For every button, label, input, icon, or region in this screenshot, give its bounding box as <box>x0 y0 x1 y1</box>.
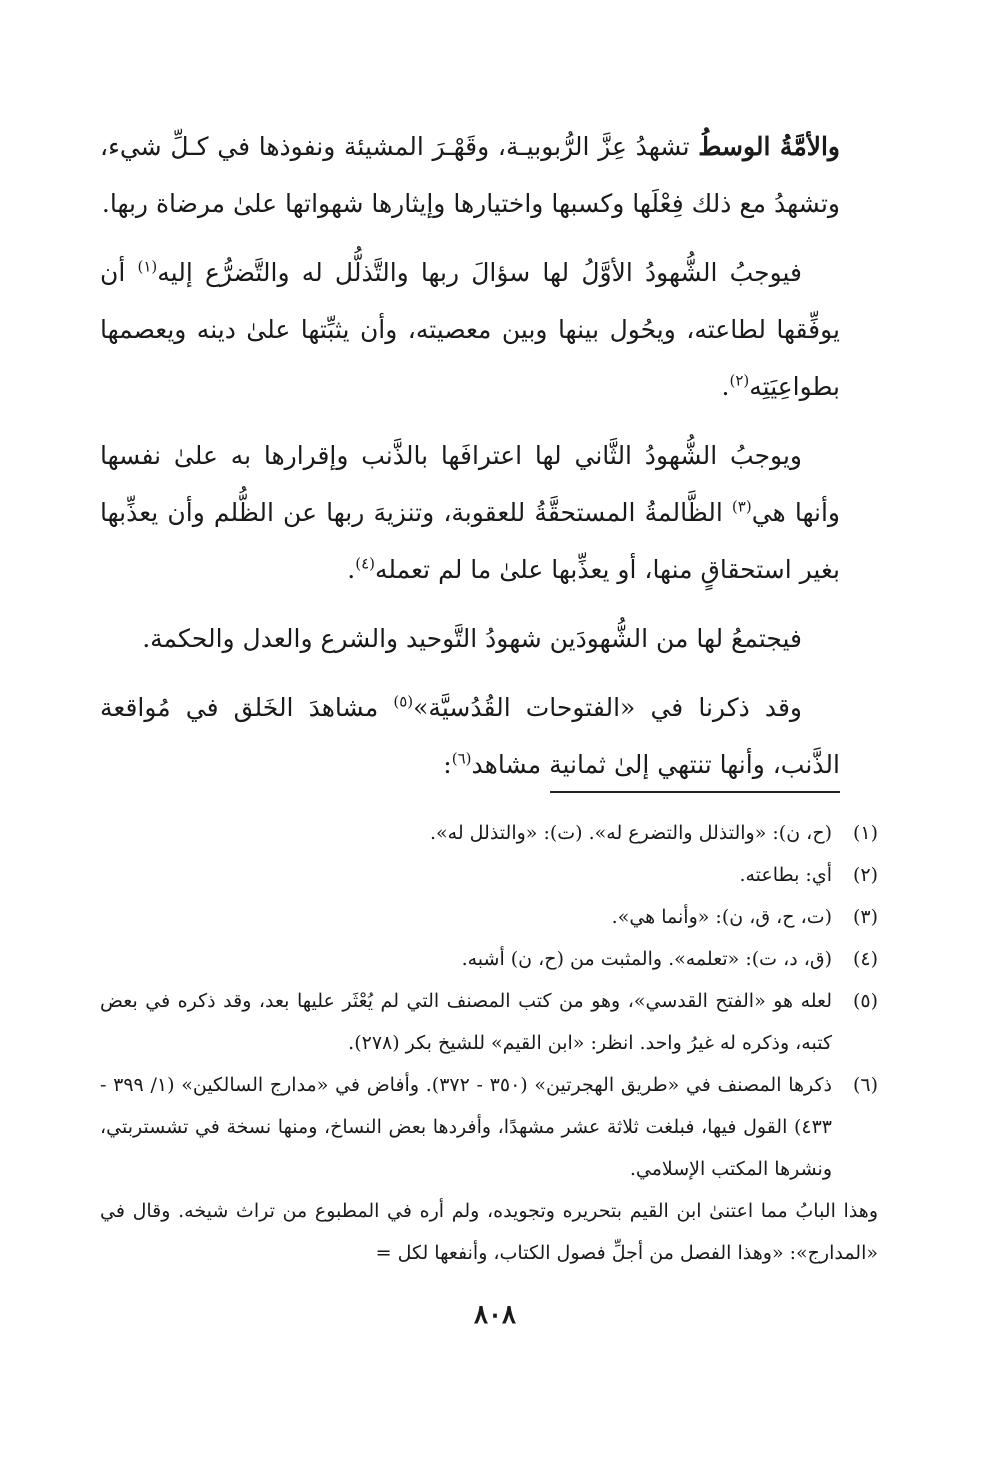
footnote-text: لعله هو «الفتح القدسي»، وهو من كتب المصنف التي لم يُعْثَر عليها بعد، وقد ذكره في بعض كتبه، وذكره له غيرُ واحد. انظر: «ابن القيم» للشيخ بكر (٢٧٨). <box>100 990 832 1054</box>
paragraph-5-text-c: : <box>443 750 452 779</box>
footnote-1 <box>100 812 878 854</box>
paragraph-1 <box>100 118 840 232</box>
footnote-text: (ت، ح، ق، ن): «وأنما هي». <box>611 906 832 928</box>
footnote-ref-6[interactable]: (٦) <box>451 749 472 768</box>
paragraph-5-text-a: وقد ذكرنا في «الفتوحات القُدُسيَّة» <box>413 693 802 722</box>
footnote-5 <box>100 980 878 1064</box>
footnote-number: (٢) <box>852 864 878 886</box>
paragraph-3-text-c: . <box>347 555 356 584</box>
paragraph-5 <box>100 679 840 793</box>
footnote-number: (١) <box>852 822 878 844</box>
paragraph-2-text-b: أن يوفِّقها لطاعته، ويحُول بينها وبين معصيته، وأن يثبِّتها علىٰ دينه ويعصمها بطواعِيَتِه <box>100 258 840 401</box>
footnote-number: (٥) <box>852 990 878 1012</box>
footnote-text: أي: بطاعته. <box>739 864 832 886</box>
footnote-3 <box>100 896 878 938</box>
paragraph-2-text-c: . <box>721 372 730 401</box>
bold-term: والأمَّةُ الوسطُ <box>698 132 840 161</box>
footnote-text: (ح، ن): «والتذلل والتضرع له». (ت): «والتذلل له». <box>429 822 832 844</box>
footnote-ref-2[interactable]: (٢) <box>729 371 750 390</box>
footnote-text: ذكرها المصنف في «طريق الهجرتين» (٣٥٠ - ٣٧٢). وأفاض في «مدارج السالكين» (١/ ٣٩٩ - ٤٣٣) القول فيها، فبلغت ثلاثة عشر مشهدًا، وأفردها بعض النساخ، ومنها نسخة في تشستربتي، ونشرها المكتب الإسلامي. <box>100 1074 832 1180</box>
paragraph-3-text-b: الظَّالمةُ المستحقَّةُ للعقوبة، وتنزيهَ ربها عن الظُّلم وأن يعذِّبها بغير استحقاقٍ منها، أو يعذِّبها علىٰ ما لم تعمله <box>100 498 840 584</box>
footnote-ref-5[interactable]: (٥) <box>393 692 414 711</box>
page-number: ٨٠٨ <box>474 1300 516 1330</box>
paragraph-4: فيجتمعُ لها من الشُّهودَين شهودُ التَّوحيد والشرع والعدل والحكمة. <box>142 624 802 653</box>
footnote-text: (ق، د، ت): «تعلمه». والمثبت من (ح، ن) أشبه. <box>461 948 832 970</box>
paragraph-2 <box>100 244 840 415</box>
paragraph-3 <box>100 427 840 598</box>
footnote-4 <box>100 938 878 980</box>
footnote-number: (٣) <box>852 906 878 928</box>
paragraph-2-text-a: فيوجبُ الشُّهودُ الأوَّلُ لها سؤالَ ربها والتَّذلُّل له والتَّضرُّع إليه <box>157 258 802 287</box>
footnote-6 <box>100 1064 878 1190</box>
footnote-ref-4[interactable]: (٤) <box>355 554 375 573</box>
footnote-number: (٦) <box>852 1074 878 1096</box>
footnote-ref-1[interactable]: (١) <box>137 257 158 276</box>
paragraph-5-text-b: مشاهدَ الخَلق في مُواقعة الذَّنب، وأنها تنتهي إلىٰ ثمانية مشاهد <box>100 693 840 779</box>
footnote-2 <box>100 854 878 896</box>
footnotes-section <box>100 812 878 1274</box>
paragraph-1-text: تشهدُ عِزَّ الرُّبوبيـة، وقَهْـرَ المشيئة ونفوذها في كـلِّ شيء، وتشهدُ مع ذلك فِعْلَها وكسبها واختيارها وإيثارها شهواتها علىٰ مرضاة ربها. <box>100 132 840 218</box>
footnote-ref-3[interactable]: (٣) <box>731 497 752 516</box>
footnote-separator <box>550 791 840 793</box>
footnote-continuation: وهذا البابُ مما اعتنىٰ ابن القيم بتحريره وتجويده، ولم أره في المطبوع من تراث شيخه. وقال في «المدارج»: «وهذا الفصل من أجلِّ فصول الكتاب، وأنفعها لكل = <box>100 1200 878 1264</box>
footnote-number: (٤) <box>852 948 878 970</box>
main-text-body <box>100 118 840 805</box>
paragraph-3-text-a: ويوجبُ الشُّهودُ الثَّاني لها اعترافَها بالذَّنب وإقرارها به علىٰ نفسها وأنها هي <box>100 441 840 527</box>
